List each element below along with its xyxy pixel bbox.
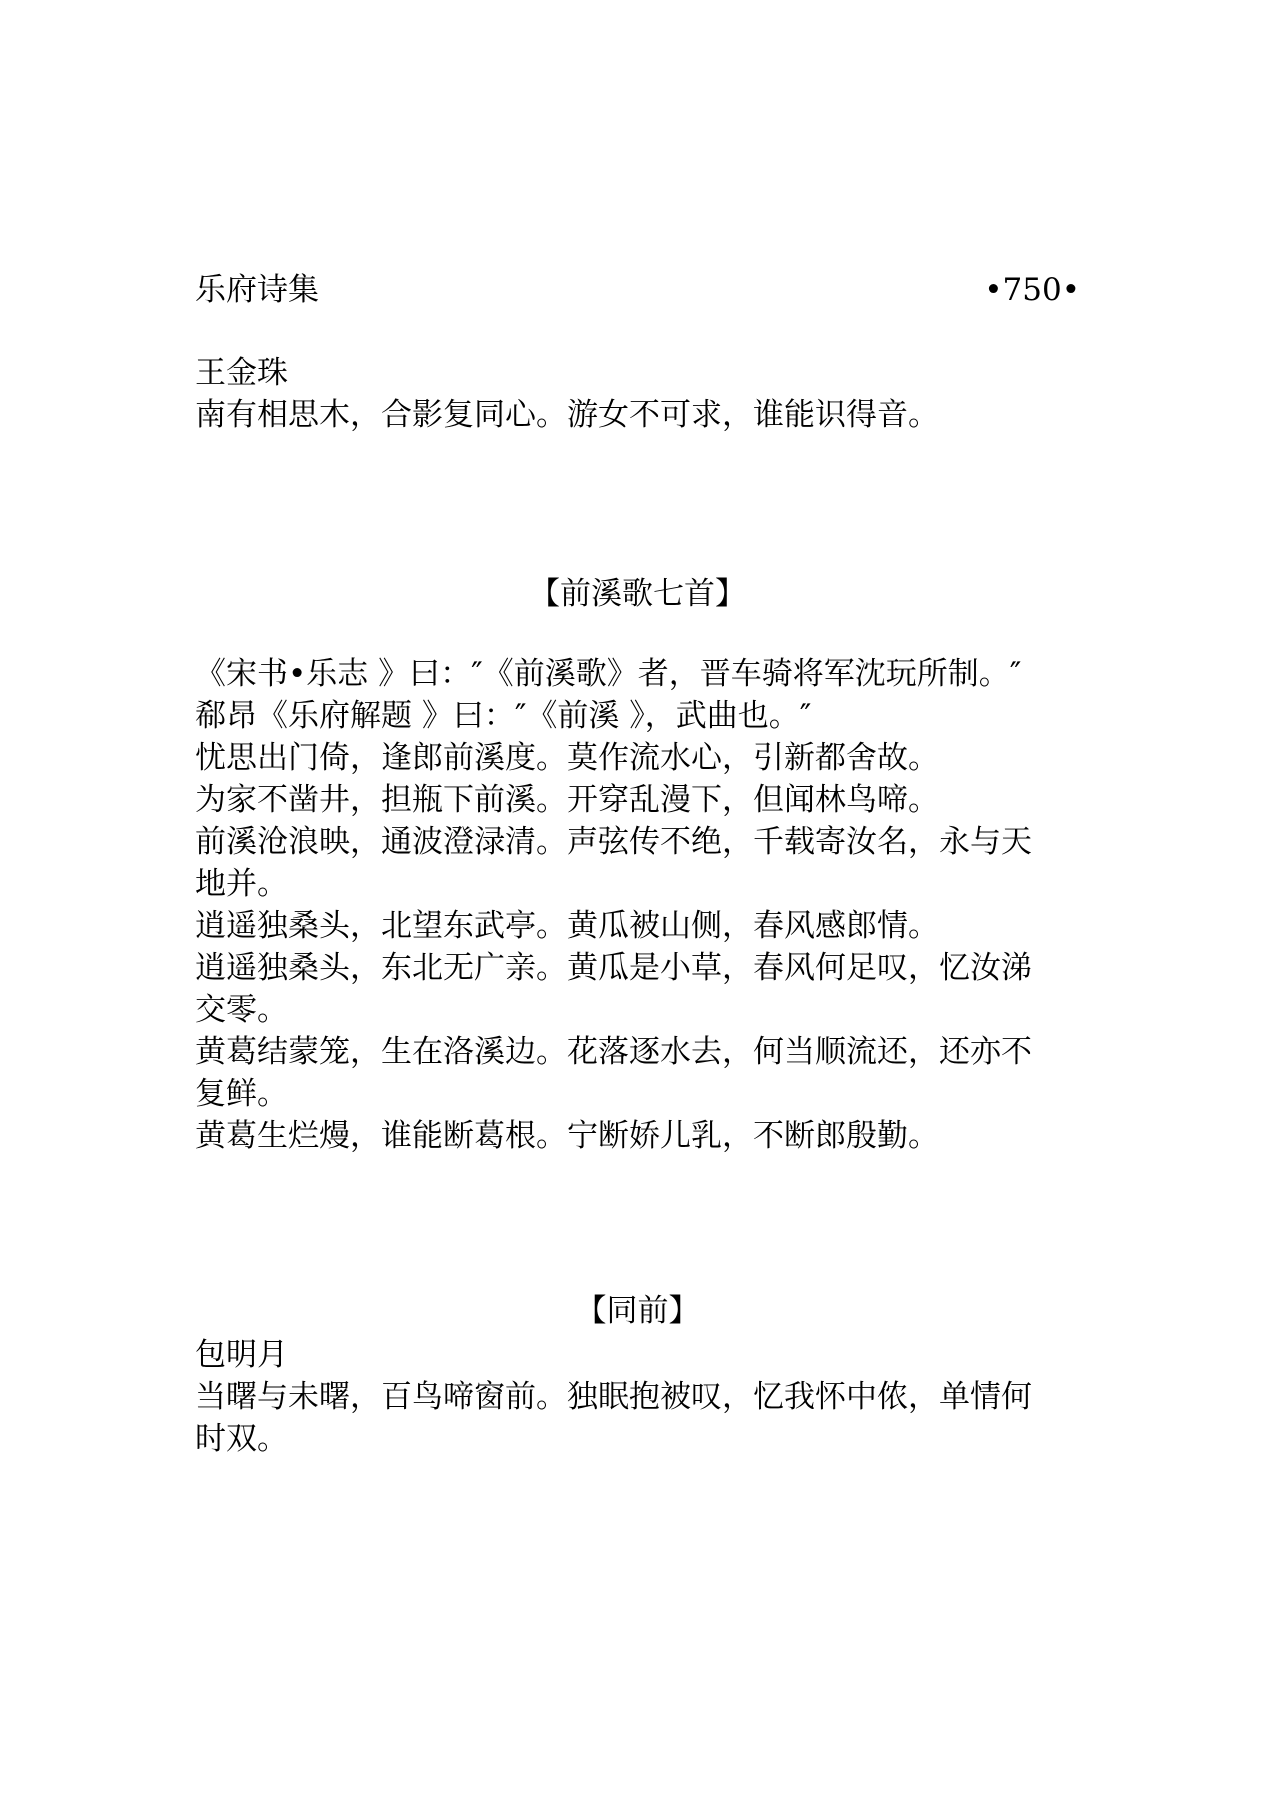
poem-author: 王金珠 <box>195 355 288 391</box>
preface-line: 《宋书•乐志 》曰：″《前溪歌》者，晋车骑将军沈玩所制。″ <box>195 656 1022 692</box>
running-header <box>195 268 1080 312</box>
poem-line: 复鲜。 <box>195 1076 288 1112</box>
poem-line: 当曙与未曙，百鸟啼窗前。独眠抱被叹，忆我怀中侬，单情何 <box>195 1379 1032 1415</box>
poem-section-3 <box>195 1334 1100 1460</box>
poem-author: 包明月 <box>195 1337 288 1373</box>
poem-line: 逍遥独桑头，北望东武亭。黄瓜被山侧，春风感郎情。 <box>195 908 939 944</box>
poem-line: 为家不凿井，担瓶下前溪。开穿乱漫下，但闻林鸟啼。 <box>195 782 939 818</box>
poem-line: 前溪沧浪映，通波澄渌清。声弦传不绝，千载寄汝名，永与天 <box>195 824 1032 860</box>
book-title: 乐府诗集 <box>195 272 319 308</box>
poem-line: 黄葛结蒙笼，生在洛溪边。花落逐水去，何当顺流还，还亦不 <box>195 1034 1032 1070</box>
poem-section-1 <box>195 352 1100 436</box>
section-heading: 【同前】 <box>575 1293 700 1329</box>
section-heading: 【前溪歌七首】 <box>529 576 746 612</box>
poem-line: 黄葛生烂熳，谁能断葛根。宁断娇儿乳，不断郎殷勤。 <box>195 1118 939 1154</box>
poem-line: 地并。 <box>195 866 288 902</box>
poem-section-2 <box>195 653 1100 1157</box>
preface-line: 郗昂《乐府解题 》曰：″《前溪 》，武曲也。″ <box>195 698 812 734</box>
page-number: •750• <box>984 272 1080 308</box>
poem-line: 时双。 <box>195 1421 288 1457</box>
poem-line: 交零。 <box>195 992 288 1028</box>
poem-line: 逍遥独桑头，东北无广亲。黄瓜是小草，春风何足叹，忆汝涕 <box>195 950 1032 986</box>
poem-line: 忧思出门倚，逢郎前溪度。莫作流水心，引新都舍故。 <box>195 740 939 776</box>
poem-line: 南有相思木，合影复同心。游女不可求，谁能识得音。 <box>195 397 939 433</box>
